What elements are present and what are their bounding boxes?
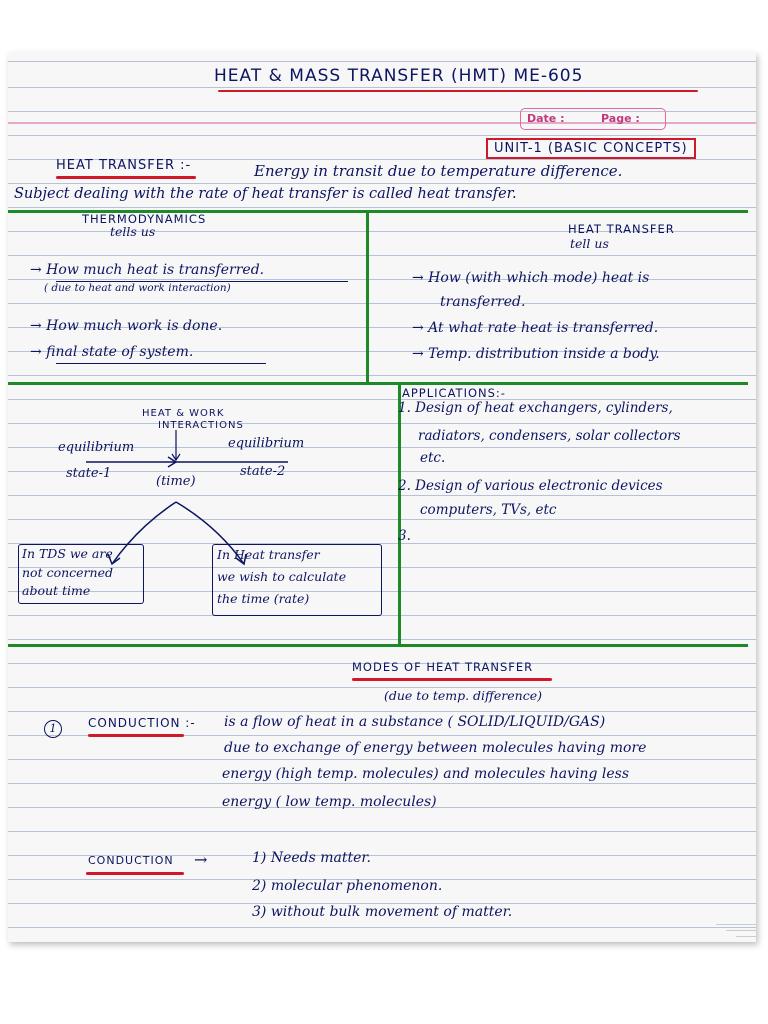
interactions-label-2: INTERACTIONS [158, 420, 244, 431]
ht-item: → How (with which mode) heat is [412, 270, 650, 286]
application-item: 3. [398, 528, 411, 544]
term-underline [56, 176, 196, 179]
thermo-item: → How much heat is transferred. [30, 262, 265, 278]
conduction-term: CONDUCTION :- [88, 716, 196, 730]
conduction-line: due to exchange of energy between molecules having more [224, 740, 647, 756]
tds-note-line: In TDS we are [22, 546, 113, 561]
modes-subtitle: (due to temp. difference) [384, 688, 542, 703]
ht-item: → At what rate heat is transferred. [412, 320, 659, 336]
conduction-list-underline [86, 872, 184, 875]
ht-note-line: the time (rate) [217, 591, 310, 606]
thermo-item: → How much work is done. [30, 318, 223, 334]
equilibrium-2: equilibrium [228, 436, 305, 451]
time-label: (time) [156, 474, 196, 489]
equilibrium-1: equilibrium [58, 440, 135, 455]
ht-title: HEAT TRANSFER [568, 222, 675, 236]
thermo-title: THERMODYNAMICS [82, 212, 207, 226]
page-label: Page : [601, 112, 640, 125]
definition-line-2: Subject dealing with the rate of heat transfer is called heat transfer. [14, 186, 517, 202]
conduction-line: energy ( low temp. molecules) [222, 794, 437, 810]
thermo-subtitle: tells us [110, 224, 156, 239]
thermo-item-underline [56, 363, 266, 364]
thermo-item: → final state of system. [30, 344, 194, 360]
application-item: computers, TVs, etc [420, 502, 557, 518]
title-underline [218, 90, 698, 92]
definition-line-1: Energy in transit due to temperature difference. [254, 162, 623, 180]
page-edge [726, 930, 756, 931]
modes-title: MODES OF HEAT TRANSFER [352, 660, 534, 674]
tds-note-box [18, 544, 144, 604]
unit-heading: UNIT-1 (BASIC CONCEPTS) [486, 138, 696, 159]
application-item: etc. [420, 450, 446, 466]
application-item: 2. Design of various electronic devices [398, 478, 663, 494]
ht-item: → Temp. distribution inside a body. [412, 346, 660, 362]
page-title: HEAT & MASS TRANSFER (HMT) ME-605 [214, 66, 584, 86]
interactions-label: HEAT & WORK [142, 408, 225, 419]
notebook-page [8, 52, 756, 942]
ht-note-line: In Heat transfer [217, 547, 320, 562]
state-2: state-2 [240, 464, 286, 479]
diagram-divider [398, 382, 401, 644]
application-item: radiators, condensers, solar collectors [418, 428, 681, 444]
table-divider [366, 210, 369, 382]
tds-note-line: not concerned [22, 565, 113, 580]
conduction-line: energy (high temp. molecules) and molecules having less [222, 766, 630, 782]
item-number: 1 [44, 720, 62, 738]
conduction-property: 1) Needs matter. [252, 850, 371, 866]
conduction-line: is a flow of heat in a substance ( SOLID/LIQUID/GAS) [224, 714, 606, 730]
modes-underline [352, 678, 552, 681]
tds-note-line: about time [22, 583, 91, 598]
heat-transfer-term: HEAT TRANSFER :- [56, 158, 192, 173]
ht-note-box [212, 544, 382, 616]
ht-subtitle: tell us [570, 236, 609, 251]
state-1: state-1 [66, 466, 112, 481]
conduction-property: 3) without bulk movement of matter. [252, 904, 513, 920]
list-arrow: → [194, 850, 208, 869]
date-page-box [520, 108, 666, 130]
section-rule [8, 644, 748, 647]
conduction-property: 2) molecular phenomenon. [252, 878, 443, 894]
conduction-underline [88, 734, 184, 737]
page-edge [716, 924, 756, 925]
ht-note-line: we wish to calculate [217, 569, 347, 584]
applications-title: APPLICATIONS:- [402, 386, 506, 400]
application-item: 1. Design of heat exchangers, cylinders, [398, 400, 673, 416]
conduction-list-term: CONDUCTION [88, 854, 174, 867]
ht-item: transferred. [440, 294, 526, 310]
page-edge [736, 936, 756, 937]
thermo-item-note: ( due to heat and work interaction) [44, 282, 231, 294]
date-label: Date : [527, 112, 565, 125]
